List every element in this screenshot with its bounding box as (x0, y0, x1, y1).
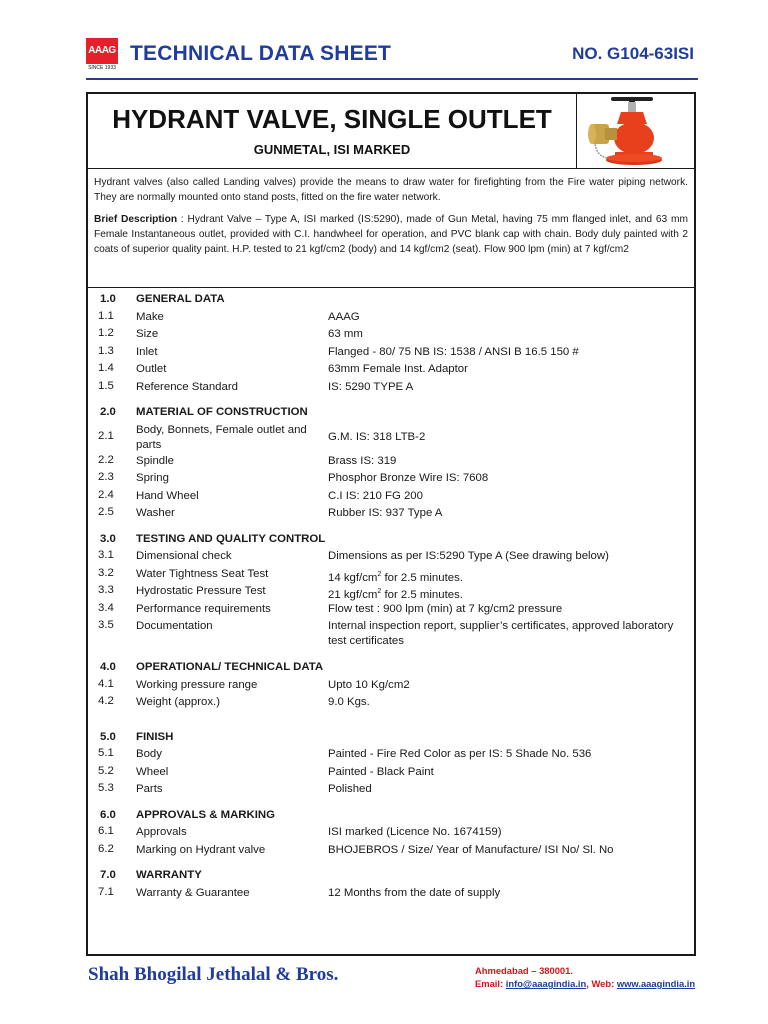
spec-row (88, 763, 694, 781)
row-value: Upto 10 Kg/cm2 (328, 678, 410, 691)
spec-row (88, 600, 694, 618)
row-number: 1.5 (98, 379, 114, 392)
row-number: 1.2 (98, 327, 114, 339)
document-number: NO. G104-63ISI (572, 44, 694, 63)
row-label: Documentation (136, 620, 213, 632)
row-number: 2.3 (98, 471, 114, 483)
section-title: OPERATIONAL/ TECHNICAL DATA (136, 661, 324, 673)
row-number: 7.1 (98, 885, 114, 898)
page-header (86, 34, 698, 80)
row-label: Marking on Hydrant valve (136, 843, 266, 856)
row-value: Brass IS: 319 (328, 454, 397, 467)
section-title: MATERIAL OF CONSTRUCTION (136, 406, 308, 418)
spec-row (88, 582, 694, 600)
intro-paragraph: Hydrant valves (also called Landing valves) provide the means to draw water for firefighting from the Fire water piping network. They are normally mounted onto stand posts, fitted on the fire water network. (94, 177, 688, 203)
row-value: Dimensions as per IS:5290 Type A (See drawing below) (328, 550, 609, 562)
row-value: Painted - Black Paint (328, 765, 434, 778)
section-title: GENERAL DATA (136, 293, 225, 305)
row-label: Body (136, 748, 162, 760)
section-heading (88, 806, 694, 824)
row-value: 63mm Female Inst. Adaptor (328, 363, 468, 375)
row-value: Painted - Fire Red Color as per IS: 5 Shade No. 536 (328, 748, 592, 760)
email-label: Email: (475, 978, 506, 989)
hydrant-valve-image (577, 94, 695, 168)
spec-row (88, 308, 694, 326)
spec-row (88, 780, 694, 798)
document-title: TECHNICAL DATA SHEET (130, 42, 392, 65)
row-value: G.M. IS: 318 LTB-2 (328, 430, 426, 443)
brief-label: Brief Description (94, 214, 178, 225)
section-number: 1.0 (100, 293, 116, 305)
brief-text: : Hydrant Valve – Type A, ISI marked (IS:5290), made of Gun Metal, having 75 mm flanged inlet, and 63 mm Female Instantaneous outlet, provided with C.I. handwheel for operation, and PVC blank cap with chain. Body duly painted with 2 coats of superior quality paint. H.P. tested to 21 kgf/cm2 (body) and 14 kgf/cm2 (seat). Flow 900 lpm (min) at 7 kgf/cm2 (94, 214, 688, 255)
logo-since: SINCE 1933 (88, 65, 116, 71)
row-label: Dimensional check (136, 550, 232, 562)
company-logo (86, 38, 118, 74)
row-number: 1.3 (98, 344, 114, 357)
row-label: Wheel (136, 765, 169, 778)
row-number: 2.2 (98, 453, 114, 466)
spec-row (88, 676, 694, 694)
row-number: 2.1 (98, 429, 114, 442)
section-number: 5.0 (100, 730, 116, 743)
contact-block (475, 964, 695, 990)
section-title: TESTING AND QUALITY CONTROL (136, 532, 326, 545)
row-number: 3.1 (98, 549, 114, 561)
row-label: Size (136, 328, 159, 340)
section-title: FINISH (136, 730, 174, 743)
row-number: 1.4 (98, 362, 114, 374)
row-label: Warranty & Guarantee (136, 886, 250, 899)
row-label: Outlet (136, 363, 167, 375)
row-number: 5.1 (98, 747, 114, 759)
row-label: Spring (136, 472, 169, 484)
website-link[interactable]: www.aaagindia.in (616, 978, 696, 989)
section-heading (88, 403, 694, 421)
row-value: IS: 5290 TYPE A (328, 380, 414, 393)
spec-row (88, 421, 694, 452)
row-label: Performance requirements (136, 602, 271, 615)
product-description (88, 168, 694, 288)
row-label: Working pressure range (136, 678, 258, 691)
row-number: 3.5 (98, 619, 114, 631)
product-image-cell (576, 94, 695, 168)
product-title-block (88, 94, 694, 169)
spec-row (88, 617, 694, 650)
email-line (475, 977, 695, 990)
value-part: 14 kgf/cm (328, 571, 378, 584)
product-subtitle: GUNMETAL, ISI MARKED (253, 142, 411, 157)
row-label: Weight (approx.) (136, 696, 220, 708)
section-title: APPROVALS & MARKING (136, 808, 276, 821)
spec-row (88, 823, 694, 841)
row-value: Polished (328, 783, 372, 795)
row-label: Spindle (136, 454, 174, 467)
row-label: Inlet (136, 345, 158, 358)
row-label: Body, Bonnets, Female outlet and parts (136, 423, 307, 451)
spec-row (88, 841, 694, 859)
row-number: 4.2 (98, 695, 114, 707)
logo-mark: AAAG (86, 38, 118, 64)
row-label: Approvals (136, 826, 187, 838)
section-number: 3.0 (100, 532, 116, 545)
row-label: Water Tightness Seat Test (136, 567, 269, 580)
row-value: Flow test : 900 lpm (min) at 7 kg/cm2 pressure (328, 602, 563, 615)
row-label: Reference Standard (136, 380, 238, 393)
section-heading (88, 658, 694, 676)
row-number: 3.4 (98, 601, 114, 614)
row-number: 2.5 (98, 506, 114, 518)
section-number: 6.0 (100, 808, 116, 821)
section-heading (88, 728, 694, 746)
section-heading (88, 866, 694, 884)
value-part: 21 kgf/cm (328, 588, 378, 601)
value-part: for 2.5 minutes. (381, 588, 463, 601)
section-heading (88, 290, 694, 308)
row-label: Parts (136, 783, 163, 795)
row-number: 5.3 (98, 782, 114, 794)
section-number: 2.0 (100, 406, 116, 418)
section-title: WARRANTY (136, 869, 202, 881)
spec-row (88, 378, 694, 396)
email-link[interactable]: info@aaagindia.in (505, 978, 587, 989)
row-number: 4.1 (98, 677, 114, 690)
row-value: Flanged - 80/ 75 NB IS: 1538 / ANSI B 16.5 150 # (328, 345, 579, 358)
spec-row (88, 325, 694, 343)
value-superscript: 2 (377, 570, 382, 578)
row-value: 9.0 Kgs. (328, 696, 370, 708)
spec-row (88, 547, 694, 565)
spec-row (88, 452, 694, 470)
row-number: 5.2 (98, 764, 114, 777)
spec-row (88, 487, 694, 505)
row-value: 63 mm (328, 328, 363, 340)
row-value: ISI marked (Licence No. 1674159) (328, 826, 502, 838)
product-title: HYDRANT VALVE, SINGLE OUTLET (112, 104, 552, 134)
row-number: 3.3 (98, 584, 114, 596)
row-label: Washer (136, 507, 175, 519)
datasheet-frame (86, 92, 696, 956)
city-line: Ahmedabad – 380001. (475, 965, 573, 976)
value-part: for 2.5 minutes. (381, 571, 463, 584)
spec-row (88, 343, 694, 361)
row-value: BHOJEBROS / Size/ Year of Manufacture/ ISI No/ Sl. No (328, 843, 614, 856)
company-name: Shah Bhogilal Jethalal & Bros. (88, 964, 339, 985)
spec-row (88, 469, 694, 487)
value-superscript: 2 (377, 588, 382, 595)
row-value: Phosphor Bronze Wire IS: 7608 (328, 472, 489, 484)
row-number: 2.4 (98, 488, 114, 501)
row-value: 12 Months from the date of supply (328, 886, 501, 899)
spec-row (88, 745, 694, 763)
row-value: AAAG (328, 310, 360, 323)
row-label: Make (136, 310, 164, 323)
web-label: , Web: (586, 978, 617, 989)
row-number: 6.1 (98, 825, 114, 837)
spec-row (88, 884, 694, 902)
section-number: 7.0 (100, 869, 116, 881)
row-number: 3.2 (98, 566, 114, 579)
spec-row (88, 693, 694, 711)
brief-description (94, 212, 688, 257)
spec-sections (88, 290, 694, 901)
row-label: Hydrostatic Pressure Test (136, 585, 266, 597)
row-value: Internal inspection report, supplier’s certificates, approved laboratory test certificates (328, 620, 674, 647)
spec-row (88, 565, 694, 583)
section-number: 4.0 (100, 661, 116, 673)
spec-row (88, 504, 694, 522)
section-heading (88, 530, 694, 548)
row-number: 6.2 (98, 842, 114, 855)
row-number: 1.1 (98, 309, 114, 322)
row-value: Rubber IS: 937 Type A (328, 507, 443, 519)
spec-row (88, 360, 694, 378)
row-label: Hand Wheel (136, 489, 199, 502)
row-value: C.I IS: 210 FG 200 (328, 489, 423, 502)
